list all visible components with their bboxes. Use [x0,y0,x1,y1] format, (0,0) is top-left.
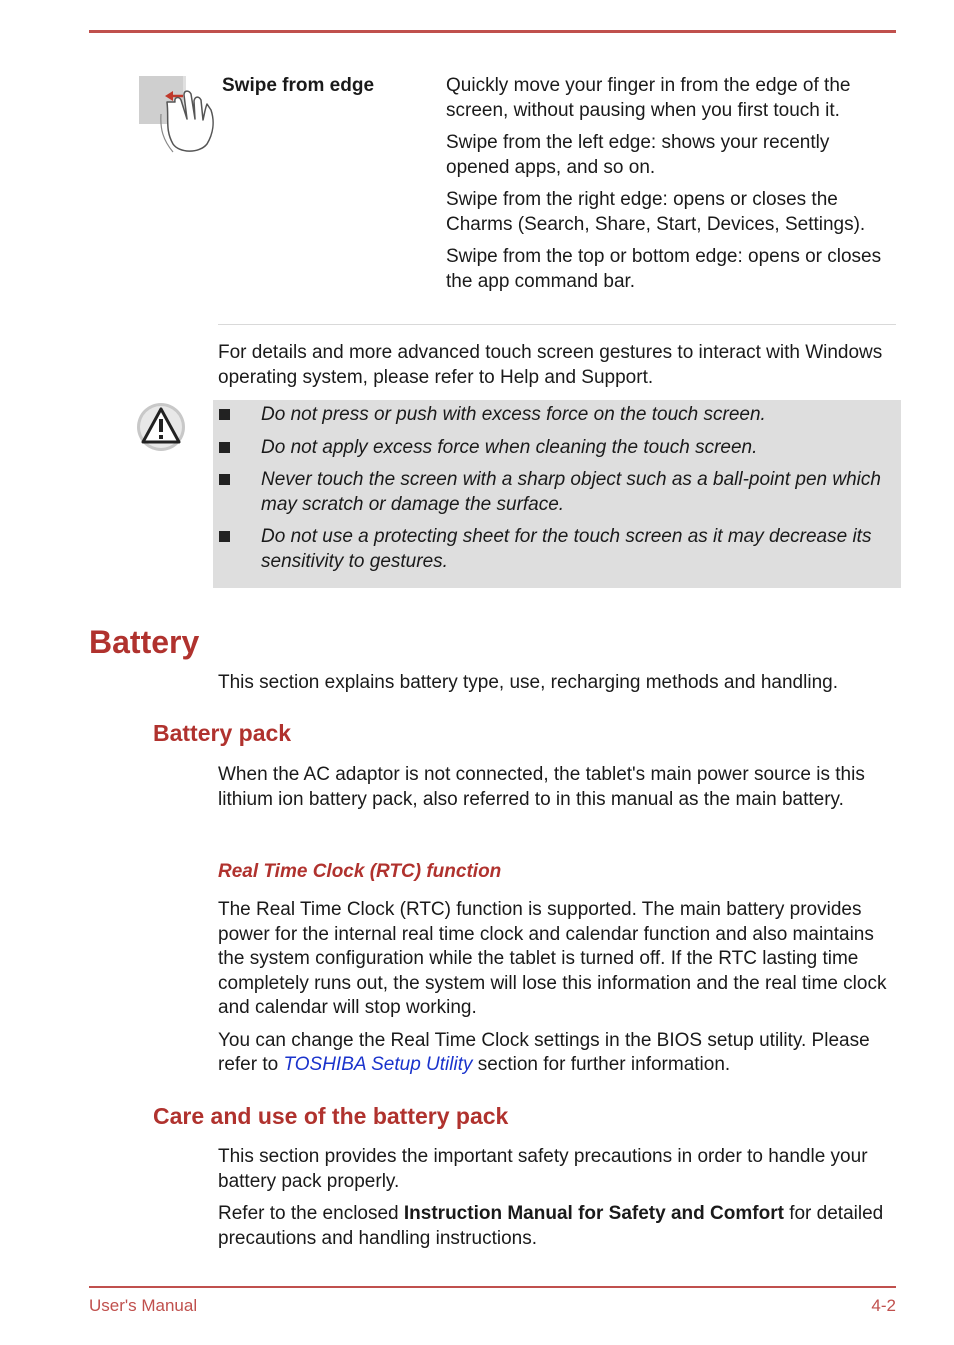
caution-item [213,468,891,517]
caution-list [213,400,901,574]
manual-title-bold: Instruction Manual for Safety and Comfort [403,1203,784,1224]
care-text-2 [218,1202,896,1251]
gestures-intro: For details and more advanced touch screen gestures to interact with Windows operating system, please refer to Help and Support. [218,342,883,388]
rtc-text-1: The Real Time Clock (RTC) function is supported. The main battery provides power for the internal real time clock and calendar function and also maintains the system configuration while the tablet is turned off. If the RTC lasting time completely runs out, the system will lose this information and the real time clock and calendar will stop working. [218,899,887,1018]
bullet-square-icon [219,474,230,485]
caution-item [213,436,891,461]
care-text-2-pre: Refer to the enclosed [218,1203,404,1224]
rtc-section [218,898,896,1086]
warning-triangle-icon [136,402,186,452]
gesture-term: Swipe from edge [222,75,375,96]
caution-text-1: Do not press or push with excess force on the touch screen. [261,404,766,425]
heading-rtc: Real Time Clock (RTC) function [218,861,502,882]
bullet-square-icon [219,409,230,420]
care-text-1: This section provides the important safety precautions in order to handle your battery pack properly. [218,1146,868,1192]
caution-item [213,403,891,428]
gesture-desc-2: Swipe from the left edge: shows your recently opened apps, and so on. [446,132,830,178]
caution-box [213,400,901,588]
gesture-desc-4: Swipe from the top or bottom edge: opens or closes the app command bar. [446,246,882,292]
footer-rule [89,1286,896,1288]
battery-intro: This section explains battery type, use, recharging methods and handling. [218,672,838,693]
gesture-desc-3: Swipe from the right edge: opens or closes the Charms (Search, Share, Start, Devices, Settings). [446,189,866,235]
gesture-desc-1: Quickly move your finger in from the edge of the screen, without pausing when you first touch it. [446,75,851,121]
caution-text-4: Do not use a protecting sheet for the touch screen as it may decrease its sensitivity to gestures. [261,526,872,572]
heading-care-battery: Care and use of the battery pack [153,1103,509,1129]
caution-text-3: Never touch the screen with a sharp object such as a ball-point pen which may scratch or damage the surface. [261,469,881,515]
care-text-2-post: for detailed precautions and handling instructions. [218,1203,884,1249]
care-section [218,1145,896,1259]
footer-manual-title: User's Manual [89,1296,198,1315]
header-rule [89,30,896,33]
rtc-text-2 [218,1029,896,1078]
section-title-battery: Battery [89,624,200,660]
caution-item [213,525,891,574]
caution-text-2: Do not apply excess force when cleaning the touch screen. [261,436,758,458]
bullet-square-icon [219,442,230,453]
heading-battery-pack: Battery pack [153,720,292,746]
toshiba-setup-utility-link[interactable]: TOSHIBA Setup Utility [283,1054,473,1075]
rtc-text-2-post: section for further information. [472,1054,731,1075]
swipe-from-edge-hand-icon [137,74,217,156]
battery-pack-text: When the AC adaptor is not connected, the tablet's main power source is this lithium ion battery pack, also referred to in this manual as the main battery. [218,764,865,810]
table-divider [218,324,896,325]
gesture-description [446,74,896,302]
bullet-square-icon [219,531,230,542]
footer-page-number: 4-2 [871,1296,896,1315]
rtc-text-2-pre: You can change the Real Time Clock settings in the BIOS setup utility. Please refer to [218,1029,870,1075]
